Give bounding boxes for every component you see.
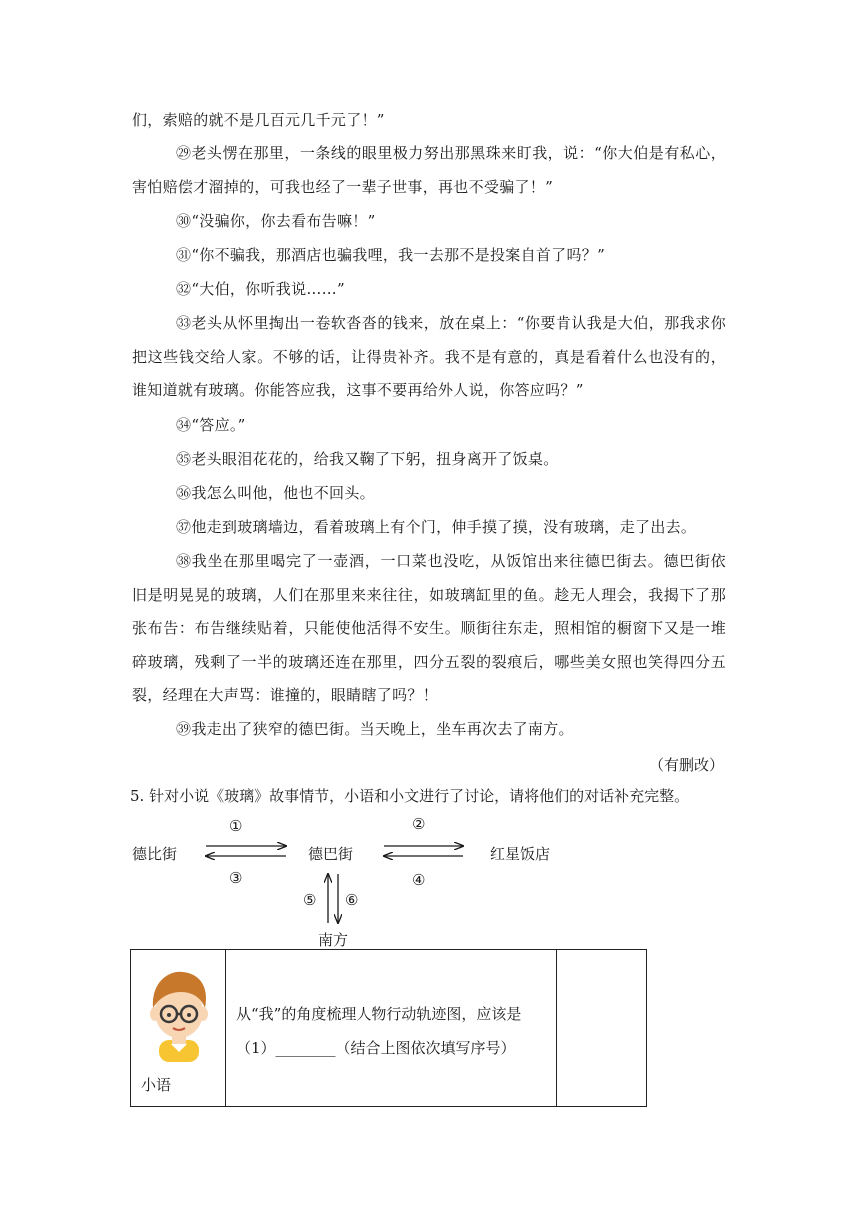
dialogue-line-2: （1）________（结合上图依次填写序号） — [236, 1039, 516, 1057]
place-south: 南方 — [318, 931, 349, 949]
paragraph-39: ㊴我走出了狭窄的德巴街。当天晚上，坐车再次去了南方。 — [176, 720, 574, 738]
paragraph-37: ㊲他走到玻璃墙边，看着玻璃上有个门，伸手摸了摸，没有玻璃，走了出去。 — [176, 518, 697, 536]
arrow-label-3: ③ — [229, 869, 243, 887]
paragraph-36: ㊱我怎么叫他，他也不回头。 — [176, 484, 375, 502]
paragraph-29: ㉙老头愣在那里，一条线的眼里极力努出那黑珠来盯我，说：“你大伯是有私心，害怕赔偿才溜掉的，可我也经了一辈子世事，再也不受骗了！” — [132, 144, 727, 196]
paragraph-30: ㉚“没骗你，你去看布告嘛！” — [176, 212, 376, 230]
source-note: （有删改） — [648, 756, 724, 774]
arrow-label-5: ⑤ — [303, 891, 317, 909]
paragraph-32: ㉜“大伯，你听我说……” — [176, 280, 345, 298]
answer-blank[interactable]: ________ — [275, 1039, 336, 1057]
arrow-label-2: ② — [412, 815, 426, 833]
paragraph-31: ㉛“你不骗我，那酒店也骗我哩，我一去那不是投案自首了吗？” — [176, 246, 606, 264]
place-debi-street: 德比街 — [132, 845, 178, 863]
dialogue-table — [130, 949, 647, 1107]
paragraph-continued: 们，索赔的就不是几百元几千元了！” — [132, 111, 385, 129]
paragraph-33: ㉝老头从怀里掏出一卷软沓沓的钱来，放在桌上：“你要肯认我是大伯，那我求你把这些钱交给人家。不够的话，让得贵补齐。我不是有意的，真是看着什么也没有的，谁知道就有玻璃。你能答应我，这事不要再给外人说，你答应吗？” — [132, 314, 727, 400]
paragraph-34: ㉞“答应。” — [176, 416, 246, 434]
paragraph-38: ㊳我坐在那里喝完了一壶酒，一口菜也没吃，从饭馆出来往德巴街去。德巴街依旧是明晃晃的玻璃，人们在那里来来往往，如玻璃缸里的鱼。趁无人理会，我揭下了那张布告：布告继续贴着，只能使他活得不安生。顺街往东走，照相馆的橱窗下又是一堆碎玻璃，残剩了一半的玻璃还连在那里，四分五裂的裂痕后，哪些美女照也笑得四分五裂，经理在大声骂：谁撞的，眼睛瞎了吗？！ — [132, 552, 726, 705]
empty-cell — [557, 950, 647, 1107]
paragraph-35: ㉟老头眼泪花花的，给我又鞠了下躬，扭身离开了饭桌。 — [176, 450, 559, 468]
dialogue-cell — [226, 950, 557, 1107]
speaker-name: 小语 — [141, 1076, 172, 1094]
place-hongxing-restaurant: 红星饭店 — [490, 845, 551, 863]
speaker-cell — [131, 950, 226, 1107]
arrow-label-1: ① — [229, 817, 243, 835]
boy-avatar-icon — [141, 962, 217, 1062]
table-row — [131, 950, 647, 1107]
dialogue-line-1: 从“我”的角度梳理人物行动轨迹图，应该是 — [236, 1005, 522, 1023]
place-deba-street: 德巴街 — [308, 845, 354, 863]
arrow-label-4: ④ — [412, 871, 426, 889]
question-5: 5. 针对小说《玻璃》故事情节，小语和小文进行了讨论，请将他们的对话补充完整。 — [130, 787, 690, 805]
arrow-label-6: ⑥ — [345, 891, 359, 909]
